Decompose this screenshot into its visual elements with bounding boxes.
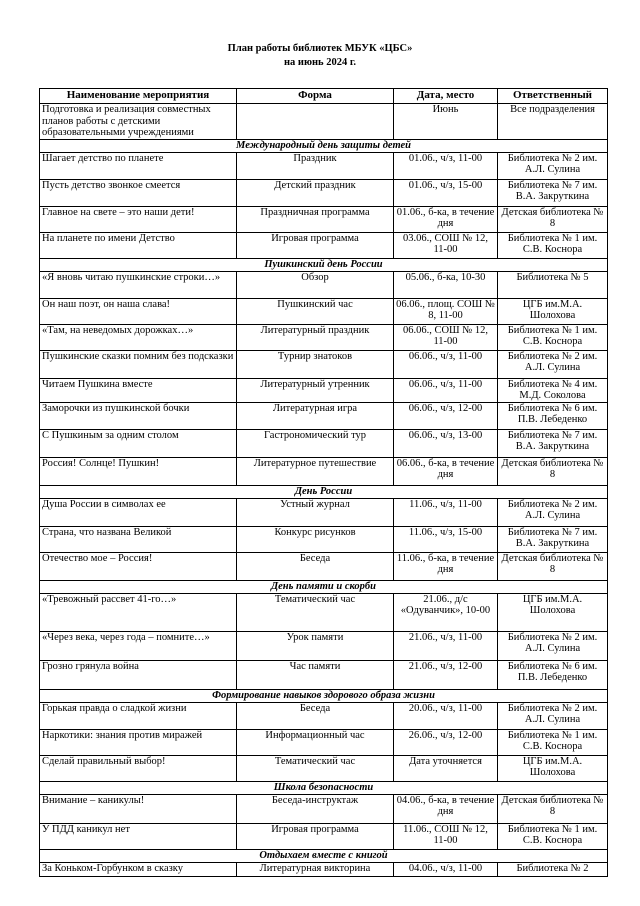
cell-responsible: ЦГБ им.М.А. Шолохова — [498, 298, 608, 324]
cell-form: Гастрономический тур — [237, 429, 394, 457]
section-title: День России — [40, 485, 608, 498]
section-row — [40, 258, 608, 271]
cell-date: 11.06., б-ка, в течение дня — [394, 552, 498, 580]
table-row — [40, 755, 608, 781]
cell-name: Пусть детство звонкое смеется — [40, 179, 237, 206]
cell-responsible: Библиотека № 7 им. В.А. Закруткина — [498, 526, 608, 552]
cell-date: 06.06., ч/з, 11-00 — [394, 350, 498, 378]
table-row — [40, 498, 608, 526]
section-row — [40, 689, 608, 702]
cell-responsible: Детская библиотека № 8 — [498, 794, 608, 823]
cell-form: Информационный час — [237, 729, 394, 755]
cell-name: У ПДД каникул нет — [40, 823, 237, 849]
cell-responsible: Все подразделения — [498, 104, 608, 140]
cell-date: 06.06., ч/з, 11-00 — [394, 378, 498, 402]
cell-responsible: Детская библиотека № 8 — [498, 457, 608, 485]
cell-form: Тематический час — [237, 755, 394, 781]
cell-name: Сделай правильный выбор! — [40, 755, 237, 781]
cell-form: Игровая программа — [237, 823, 394, 849]
cell-responsible: ЦГБ им.М.А. Шолохова — [498, 593, 608, 631]
cell-name: Пушкинские сказки помним без подсказки — [40, 350, 237, 378]
cell-date: 26.06., ч/з, 12-00 — [394, 729, 498, 755]
table-row — [40, 179, 608, 206]
cell-responsible: Библиотека № 1 им. С.В. Коснора — [498, 823, 608, 849]
cell-name: Заморочки из пушкинской бочки — [40, 402, 237, 429]
table-row — [40, 794, 608, 823]
cell-form: Литературный утренник — [237, 378, 394, 402]
cell-responsible: Библиотека № 1 им. С.В. Коснора — [498, 232, 608, 258]
cell-form: Устный журнал — [237, 498, 394, 526]
cell-date: 11.06., СОШ № 12, 11-00 — [394, 823, 498, 849]
cell-form: Праздничная программа — [237, 206, 394, 232]
cell-form: Беседа — [237, 702, 394, 729]
cell-date: 06.06., ч/з, 12-00 — [394, 402, 498, 429]
cell-date: Июнь — [394, 104, 498, 140]
cell-name: Наркотики: знания против миражей — [40, 729, 237, 755]
table-row — [40, 378, 608, 402]
section-title: Пушкинский день России — [40, 258, 608, 271]
cell-form: Беседа — [237, 552, 394, 580]
cell-name: Он наш поэт, он наша слава! — [40, 298, 237, 324]
cell-form: Обзор — [237, 271, 394, 298]
table-row — [40, 232, 608, 258]
table-row — [40, 526, 608, 552]
cell-name: Внимание – каникулы! — [40, 794, 237, 823]
cell-date: 20.06., ч/з, 11-00 — [394, 702, 498, 729]
table-row — [40, 862, 608, 876]
cell-date: 06.06., б-ка, в течение дня — [394, 457, 498, 485]
cell-form: Турнир знатоков — [237, 350, 394, 378]
cell-responsible: Библиотека № 2 им. А.Л. Сулина — [498, 498, 608, 526]
table-row — [40, 271, 608, 298]
column-header-name: Наименование мероприятия — [40, 89, 237, 104]
cell-date: 06.06., СОШ № 12, 11-00 — [394, 324, 498, 350]
document-subtitle: на июнь 2024 г. — [283, 57, 357, 68]
cell-name: «Я вновь читаю пушкинские строки…» — [40, 271, 237, 298]
table-header-row — [40, 89, 608, 104]
cell-name: За Коньком-Горбунком в сказку — [40, 862, 237, 876]
cell-responsible: Библиотека № 4 им. М.Д. Соколова — [498, 378, 608, 402]
cell-form: Литературное путешествие — [237, 457, 394, 485]
section-title: Школа безопасности — [40, 781, 608, 794]
cell-form: Беседа-инструктаж — [237, 794, 394, 823]
column-header-date: Дата, место — [394, 89, 498, 104]
cell-responsible: ЦГБ им.М.А. Шолохова — [498, 755, 608, 781]
cell-date: 04.06., ч/з, 11-00 — [394, 862, 498, 876]
cell-responsible: Библиотека № 7 им. В.А. Закруткина — [498, 179, 608, 206]
cell-name: Отечество мое – Россия! — [40, 552, 237, 580]
cell-form: Детский праздник — [237, 179, 394, 206]
table-row — [40, 152, 608, 179]
cell-responsible: Библиотека № 2 им. А.Л. Сулина — [498, 152, 608, 179]
cell-name: «Там, на неведомых дорожках…» — [40, 324, 237, 350]
cell-date: 06.06., ч/з, 13-00 — [394, 429, 498, 457]
table-row — [40, 631, 608, 660]
cell-date: 11.06., ч/з, 15-00 — [394, 526, 498, 552]
section-title: Отдыхаем вместе с книгой — [40, 849, 608, 862]
table-row — [40, 350, 608, 378]
cell-form: Урок памяти — [237, 631, 394, 660]
table-row — [40, 457, 608, 485]
cell-responsible: Библиотека № 2 — [498, 862, 608, 876]
document-title: План работы библиотек МБУК «ЦБС» — [227, 43, 413, 54]
cell-name: Читаем Пушкина вместе — [40, 378, 237, 402]
cell-name: Россия! Солнце! Пушкин! — [40, 457, 237, 485]
cell-form: Игровая программа — [237, 232, 394, 258]
section-title: День памяти и скорби — [40, 580, 608, 593]
section-row — [40, 485, 608, 498]
cell-responsible: Библиотека № 2 им. А.Л. Сулина — [498, 702, 608, 729]
events-table — [39, 88, 608, 877]
column-header-responsible: Ответственный — [498, 89, 608, 104]
cell-form: Литературная игра — [237, 402, 394, 429]
column-header-form: Форма — [237, 89, 394, 104]
cell-form: Пушкинский час — [237, 298, 394, 324]
table-row — [40, 823, 608, 849]
table-row — [40, 729, 608, 755]
section-row — [40, 139, 608, 152]
cell-name: С Пушкиным за одним столом — [40, 429, 237, 457]
cell-date: 01.06., б-ка, в течение дня — [394, 206, 498, 232]
cell-name: Шагает детство по планете — [40, 152, 237, 179]
cell-name: «Тревожный рассвет 41-го…» — [40, 593, 237, 631]
cell-date: 11.06., ч/з, 11-00 — [394, 498, 498, 526]
table-row — [40, 206, 608, 232]
cell-form: Тематический час — [237, 593, 394, 631]
section-title: Формирование навыков здорового образа жизни — [40, 689, 608, 702]
cell-date: 01.06., ч/з, 11-00 — [394, 152, 498, 179]
cell-form — [237, 104, 394, 140]
table-row — [40, 429, 608, 457]
cell-date: 05.06., б-ка, 10-30 — [394, 271, 498, 298]
table-body — [40, 104, 608, 877]
cell-responsible: Библиотека № 5 — [498, 271, 608, 298]
cell-responsible: Библиотека № 7 им. В.А. Закруткина — [498, 429, 608, 457]
cell-responsible: Библиотека № 1 им. С.В. Коснора — [498, 729, 608, 755]
table-row — [40, 702, 608, 729]
table-row — [40, 593, 608, 631]
cell-responsible: Детская библиотека № 8 — [498, 552, 608, 580]
cell-name: Подготовка и реализация совместных планов работы с детскими образовательными учреждениями — [40, 104, 237, 140]
cell-name: Страна, что названа Великой — [40, 526, 237, 552]
section-title: Международный день защиты детей — [40, 139, 608, 152]
cell-name: На планете по имени Детство — [40, 232, 237, 258]
intro-row — [40, 104, 608, 140]
cell-responsible: Библиотека № 6 им. П.В. Лебеденко — [498, 660, 608, 689]
cell-date: 21.06., ч/з, 12-00 — [394, 660, 498, 689]
table-row — [40, 552, 608, 580]
section-row — [40, 580, 608, 593]
cell-date: 04.06., б-ка, в течение дня — [394, 794, 498, 823]
table-row — [40, 324, 608, 350]
cell-form: Литературный праздник — [237, 324, 394, 350]
cell-responsible: Библиотека № 1 им. С.В. Коснора — [498, 324, 608, 350]
table-row — [40, 298, 608, 324]
cell-responsible: Библиотека № 2 им. А.Л. Сулина — [498, 631, 608, 660]
cell-form: Праздник — [237, 152, 394, 179]
cell-date: 21.06., д/с «Одуванчик», 10-00 — [394, 593, 498, 631]
cell-date: Дата уточняется — [394, 755, 498, 781]
cell-name: Душа России в символах ее — [40, 498, 237, 526]
cell-name: «Через века, через года – помните…» — [40, 631, 237, 660]
table-row — [40, 660, 608, 689]
section-row — [40, 849, 608, 862]
cell-name: Горькая правда о сладкой жизни — [40, 702, 237, 729]
table-row — [40, 402, 608, 429]
cell-responsible: Детская библиотека № 8 — [498, 206, 608, 232]
cell-date: 06.06., площ. СОШ № 8, 11-00 — [394, 298, 498, 324]
section-row — [40, 781, 608, 794]
cell-date: 03.06., СОШ № 12, 11-00 — [394, 232, 498, 258]
cell-name: Главное на свете – это наши дети! — [40, 206, 237, 232]
cell-date: 21.06., ч/з, 11-00 — [394, 631, 498, 660]
cell-form: Час памяти — [237, 660, 394, 689]
cell-responsible: Библиотека № 6 им. П.В. Лебеденко — [498, 402, 608, 429]
cell-form: Литературная викторина — [237, 862, 394, 876]
cell-form: Конкурс рисунков — [237, 526, 394, 552]
cell-date: 01.06., ч/з, 15-00 — [394, 179, 498, 206]
cell-name: Грозно грянула война — [40, 660, 237, 689]
cell-responsible: Библиотека № 2 им. А.Л. Сулина — [498, 350, 608, 378]
